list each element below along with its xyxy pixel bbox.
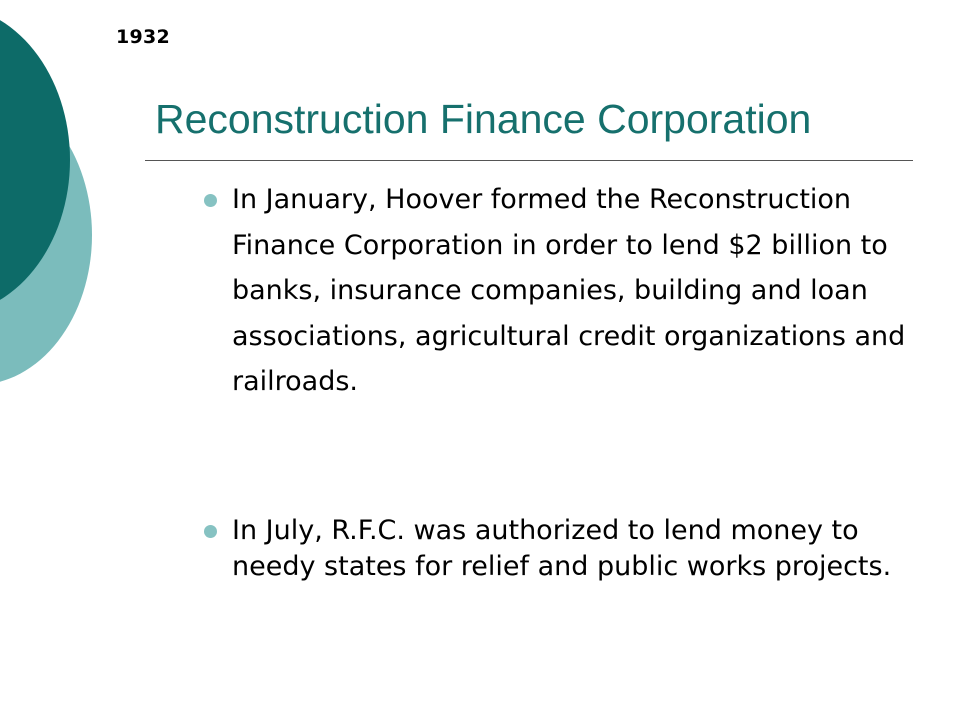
title-divider [145,160,913,161]
bullet-item [232,177,912,405]
bullet-item [232,513,912,585]
bullet-text: In January, Hoover formed the Reconstruction Finance Corporation in order to lend $2 billion to banks, insurance companies, building and loan associations, agricultural credit organizations and railroads. [232,184,906,397]
bullet-dot-icon [204,525,217,538]
slide-title: Reconstruction Finance Corporation [155,96,812,142]
bullet-text: In July, R.F.C. was authorized to lend money to needy states for relief and public works projects. [232,515,892,582]
year-label: 1932 [116,26,171,48]
bullet-dot-icon [204,194,217,207]
